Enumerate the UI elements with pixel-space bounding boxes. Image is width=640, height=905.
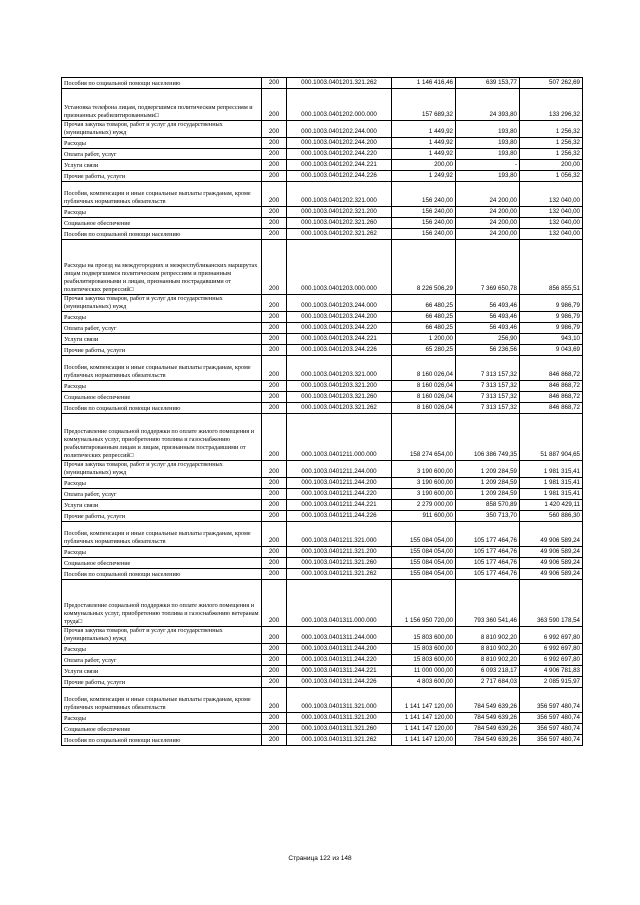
- row-executed-amount-cell: 6 093 218,17: [456, 666, 520, 677]
- table-row: [62, 688, 583, 713]
- row-name-cell: Предоставление социальной поддержки по оплате жилого помещения и коммунальных услуг, приобретению топлива и газоснабжению ветеранам труда□: [62, 580, 262, 627]
- table-row: [62, 345, 583, 356]
- row-unexecuted-amount-cell: 6 992 697,80: [520, 627, 583, 644]
- row-executed-amount-cell: 56 493,46: [456, 295, 520, 312]
- table-row: [62, 218, 583, 229]
- table-row: [62, 724, 583, 735]
- row-executed-amount-cell: 24 200,00: [456, 207, 520, 218]
- row-line-code-cell: 200: [262, 149, 287, 160]
- row-name-cell: Пособия, компенсации и иные социальные выплаты гражданам, кроме публичных нормативных обязательств: [62, 688, 262, 713]
- row-line-code-cell: 200: [262, 218, 287, 229]
- table-row: [62, 138, 583, 149]
- row-name-cell: Оплата работ, услуг: [62, 489, 262, 500]
- row-line-code-cell: 200: [262, 138, 287, 149]
- row-approved-amount-cell: 2 279 000,00: [392, 500, 456, 511]
- row-approved-amount-cell: 8 226 506,29: [392, 240, 456, 295]
- row-approved-amount-cell: 8 160 026,04: [392, 403, 456, 414]
- row-name-cell: Социальное обеспечение: [62, 558, 262, 569]
- row-approved-amount-cell: 15 803 600,00: [392, 655, 456, 666]
- row-name-cell: Пособия по социальной помощи населению: [62, 229, 262, 240]
- row-classification-code-cell: 000.1003.0401202.000.000: [287, 89, 392, 121]
- row-line-code-cell: 200: [262, 295, 287, 312]
- row-executed-amount-cell: 193,80: [456, 171, 520, 182]
- row-unexecuted-amount-cell: 1 256,32: [520, 121, 583, 138]
- row-name-cell: Пособия, компенсации и иные социальные выплаты гражданам, кроме публичных нормативных обязательств: [62, 182, 262, 207]
- row-unexecuted-amount-cell: 132 040,00: [520, 218, 583, 229]
- table-row: [62, 149, 583, 160]
- row-line-code-cell: 200: [262, 713, 287, 724]
- table-row: [62, 558, 583, 569]
- row-unexecuted-amount-cell: 1 256,32: [520, 138, 583, 149]
- row-executed-amount-cell: 24 200,00: [456, 218, 520, 229]
- row-approved-amount-cell: 1 141 147 120,00: [392, 724, 456, 735]
- row-name-cell: Прочая закупка товаров, работ и услуг для государственных (муниципальных) нужд: [62, 627, 262, 644]
- row-classification-code-cell: 000.1003.0401202.244.220: [287, 149, 392, 160]
- row-line-code-cell: 200: [262, 666, 287, 677]
- row-unexecuted-amount-cell: 132 040,00: [520, 229, 583, 240]
- row-classification-code-cell: 000.1003.0401211.244.000: [287, 461, 392, 478]
- row-line-code-cell: 200: [262, 580, 287, 627]
- row-name-cell: Услуги связи: [62, 334, 262, 345]
- table-row: [62, 713, 583, 724]
- row-name-cell: Услуги связи: [62, 666, 262, 677]
- row-classification-code-cell: 000.1003.0401311.321.262: [287, 735, 392, 746]
- row-name-cell: Социальное обеспечение: [62, 724, 262, 735]
- row-line-code-cell: 200: [262, 323, 287, 334]
- row-approved-amount-cell: 66 480,25: [392, 295, 456, 312]
- row-line-code-cell: 200: [262, 724, 287, 735]
- row-classification-code-cell: 000.1003.0401203.244.200: [287, 312, 392, 323]
- row-line-code-cell: 200: [262, 160, 287, 171]
- row-unexecuted-amount-cell: 132 040,00: [520, 182, 583, 207]
- row-name-cell: Оплата работ, услуг: [62, 655, 262, 666]
- row-approved-amount-cell: 4 803 600,00: [392, 677, 456, 688]
- row-classification-code-cell: 000.1003.0401211.244.221: [287, 500, 392, 511]
- row-executed-amount-cell: 793 360 541,46: [456, 580, 520, 627]
- row-unexecuted-amount-cell: 133 296,32: [520, 89, 583, 121]
- row-approved-amount-cell: 66 480,25: [392, 312, 456, 323]
- table-row: [62, 78, 583, 89]
- row-classification-code-cell: 000.1003.0401211.244.200: [287, 478, 392, 489]
- row-executed-amount-cell: 350 713,70: [456, 511, 520, 522]
- table-row: [62, 489, 583, 500]
- row-executed-amount-cell: 56 493,46: [456, 312, 520, 323]
- row-name-cell: Расходы: [62, 207, 262, 218]
- row-approved-amount-cell: 65 280,25: [392, 345, 456, 356]
- row-approved-amount-cell: 156 240,00: [392, 229, 456, 240]
- row-name-cell: Расходы: [62, 644, 262, 655]
- table-row: [62, 295, 583, 312]
- row-executed-amount-cell: 7 313 157,32: [456, 403, 520, 414]
- table-row: [62, 627, 583, 644]
- row-executed-amount-cell: 784 549 639,26: [456, 735, 520, 746]
- row-unexecuted-amount-cell: 1 981 315,41: [520, 478, 583, 489]
- row-executed-amount-cell: 7 313 157,32: [456, 356, 520, 381]
- row-approved-amount-cell: 157 689,32: [392, 89, 456, 121]
- row-name-cell: Прочая закупка товаров, работ и услуг для государственных (муниципальных) нужд: [62, 121, 262, 138]
- row-name-cell: Пособия по социальной помощи населению: [62, 735, 262, 746]
- row-name-cell: Социальное обеспечение: [62, 392, 262, 403]
- row-classification-code-cell: 000.1003.0401311.244.200: [287, 644, 392, 655]
- row-classification-code-cell: 000.1003.0401202.244.221: [287, 160, 392, 171]
- row-approved-amount-cell: 911 600,00: [392, 511, 456, 522]
- row-executed-amount-cell: 193,80: [456, 121, 520, 138]
- row-executed-amount-cell: 639 153,77: [456, 78, 520, 89]
- table-row: [62, 580, 583, 627]
- row-line-code-cell: 200: [262, 171, 287, 182]
- row-approved-amount-cell: 156 240,00: [392, 182, 456, 207]
- row-line-code-cell: 200: [262, 356, 287, 381]
- row-executed-amount-cell: 7 313 157,32: [456, 392, 520, 403]
- row-name-cell: Расходы: [62, 478, 262, 489]
- row-classification-code-cell: 000.1003.0401311.321.260: [287, 724, 392, 735]
- table-body: [62, 78, 583, 746]
- row-approved-amount-cell: 1 249,92: [392, 171, 456, 182]
- row-unexecuted-amount-cell: 49 906 589,24: [520, 547, 583, 558]
- row-executed-amount-cell: 8 810 902,20: [456, 644, 520, 655]
- row-line-code-cell: 200: [262, 182, 287, 207]
- row-approved-amount-cell: 1 449,92: [392, 121, 456, 138]
- row-line-code-cell: 200: [262, 89, 287, 121]
- row-line-code-cell: 200: [262, 489, 287, 500]
- table-row: [62, 666, 583, 677]
- row-executed-amount-cell: 784 549 639,26: [456, 713, 520, 724]
- row-line-code-cell: 200: [262, 381, 287, 392]
- row-classification-code-cell: 000.1003.0401202.244.000: [287, 121, 392, 138]
- row-approved-amount-cell: 1 449,92: [392, 149, 456, 160]
- row-name-cell: Расходы на проезд на междугородних и межреспубликанских маршрутах лицам подвергшимся политическим репрессиям и признанным реабилитированными и лицам, признанным пострадавшими от политических репрессий□: [62, 240, 262, 295]
- row-executed-amount-cell: 105 177 464,76: [456, 547, 520, 558]
- row-classification-code-cell: 000.1003.0401202.244.226: [287, 171, 392, 182]
- row-executed-amount-cell: 256,90: [456, 334, 520, 345]
- row-name-cell: Установка телефона лицам, подвергшимся политическим репрессиям и признанных реабилитированными□: [62, 89, 262, 121]
- row-unexecuted-amount-cell: 560 886,30: [520, 511, 583, 522]
- row-approved-amount-cell: 15 803 600,00: [392, 627, 456, 644]
- row-line-code-cell: 200: [262, 735, 287, 746]
- row-name-cell: Прочая закупка товаров, работ и услуг для государственных (муниципальных) нужд: [62, 295, 262, 312]
- row-executed-amount-cell: 7 313 157,32: [456, 381, 520, 392]
- row-line-code-cell: 200: [262, 345, 287, 356]
- table-row: [62, 381, 583, 392]
- row-approved-amount-cell: 11 000 000,00: [392, 666, 456, 677]
- row-executed-amount-cell: 8 810 902,20: [456, 655, 520, 666]
- row-name-cell: Прочие работы, услуги: [62, 677, 262, 688]
- row-unexecuted-amount-cell: 9 043,69: [520, 345, 583, 356]
- row-line-code-cell: 200: [262, 558, 287, 569]
- row-executed-amount-cell: 2 717 684,03: [456, 677, 520, 688]
- table-row: [62, 655, 583, 666]
- row-classification-code-cell: 000.1003.0401203.321.262: [287, 403, 392, 414]
- row-name-cell: Оплата работ, услуг: [62, 149, 262, 160]
- row-classification-code-cell: 000.1003.0401202.321.260: [287, 218, 392, 229]
- row-classification-code-cell: 000.1003.0401202.244.200: [287, 138, 392, 149]
- table-row: [62, 735, 583, 746]
- row-executed-amount-cell: 784 549 639,26: [456, 688, 520, 713]
- row-executed-amount-cell: 105 177 464,76: [456, 558, 520, 569]
- table-row: [62, 511, 583, 522]
- row-executed-amount-cell: 1 209 284,59: [456, 461, 520, 478]
- row-approved-amount-cell: 8 160 026,04: [392, 381, 456, 392]
- row-classification-code-cell: 000.1003.0401202.321.200: [287, 207, 392, 218]
- row-classification-code-cell: 000.1003.0401211.321.262: [287, 569, 392, 580]
- row-line-code-cell: 200: [262, 522, 287, 547]
- row-classification-code-cell: 000.1003.0401211.244.226: [287, 511, 392, 522]
- row-executed-amount-cell: 105 177 464,76: [456, 569, 520, 580]
- row-line-code-cell: 200: [262, 403, 287, 414]
- table-row: [62, 312, 583, 323]
- row-line-code-cell: 200: [262, 461, 287, 478]
- row-unexecuted-amount-cell: 1 420 429,11: [520, 500, 583, 511]
- row-line-code-cell: 200: [262, 677, 287, 688]
- row-name-cell: Пособия по социальной помощи населению: [62, 78, 262, 89]
- row-line-code-cell: 200: [262, 229, 287, 240]
- table-row: [62, 677, 583, 688]
- row-approved-amount-cell: 158 274 654,00: [392, 414, 456, 461]
- table-row: [62, 121, 583, 138]
- row-classification-code-cell: 000.1003.0401311.244.000: [287, 627, 392, 644]
- row-executed-amount-cell: -: [456, 160, 520, 171]
- row-executed-amount-cell: 1 209 284,59: [456, 478, 520, 489]
- row-line-code-cell: 200: [262, 655, 287, 666]
- row-name-cell: Услуги связи: [62, 500, 262, 511]
- row-approved-amount-cell: 3 190 600,00: [392, 489, 456, 500]
- row-unexecuted-amount-cell: 9 986,79: [520, 295, 583, 312]
- row-unexecuted-amount-cell: 1 056,32: [520, 171, 583, 182]
- row-unexecuted-amount-cell: 943,10: [520, 334, 583, 345]
- row-line-code-cell: 200: [262, 478, 287, 489]
- table-row: [62, 207, 583, 218]
- row-line-code-cell: 200: [262, 121, 287, 138]
- table-row: [62, 323, 583, 334]
- row-unexecuted-amount-cell: 132 040,00: [520, 207, 583, 218]
- table-row: [62, 644, 583, 655]
- table-row: [62, 89, 583, 121]
- row-approved-amount-cell: 15 803 600,00: [392, 644, 456, 655]
- row-unexecuted-amount-cell: 846 868,72: [520, 403, 583, 414]
- row-unexecuted-amount-cell: 51 887 904,65: [520, 414, 583, 461]
- row-unexecuted-amount-cell: 356 597 480,74: [520, 713, 583, 724]
- row-executed-amount-cell: 24 200,00: [456, 182, 520, 207]
- row-unexecuted-amount-cell: 846 868,72: [520, 392, 583, 403]
- row-executed-amount-cell: 193,80: [456, 149, 520, 160]
- row-unexecuted-amount-cell: 846 868,72: [520, 381, 583, 392]
- row-name-cell: Расходы: [62, 713, 262, 724]
- row-classification-code-cell: 000.1003.0401203.244.220: [287, 323, 392, 334]
- row-executed-amount-cell: 56 493,46: [456, 323, 520, 334]
- row-executed-amount-cell: 1 209 284,59: [456, 489, 520, 500]
- row-executed-amount-cell: 858 570,89: [456, 500, 520, 511]
- row-approved-amount-cell: 66 480,25: [392, 323, 456, 334]
- row-unexecuted-amount-cell: 4 906 781,83: [520, 666, 583, 677]
- row-unexecuted-amount-cell: 49 906 589,24: [520, 558, 583, 569]
- row-executed-amount-cell: 8 810 902,20: [456, 627, 520, 644]
- row-classification-code-cell: 000.1003.0401201.321.262: [287, 78, 392, 89]
- table-row: [62, 569, 583, 580]
- row-classification-code-cell: 000.1003.0401203.000.000: [287, 240, 392, 295]
- row-approved-amount-cell: 1 200,00: [392, 334, 456, 345]
- row-name-cell: Прочие работы, услуги: [62, 511, 262, 522]
- table-row: [62, 171, 583, 182]
- row-line-code-cell: 200: [262, 547, 287, 558]
- row-name-cell: Расходы: [62, 312, 262, 323]
- row-executed-amount-cell: 24 200,00: [456, 229, 520, 240]
- row-classification-code-cell: 000.1003.0401211.321.200: [287, 547, 392, 558]
- row-unexecuted-amount-cell: 363 590 178,54: [520, 580, 583, 627]
- table-row: [62, 392, 583, 403]
- row-line-code-cell: 200: [262, 78, 287, 89]
- page-number-footer: Страница 122 из 148: [288, 855, 352, 862]
- row-approved-amount-cell: 155 084 054,00: [392, 522, 456, 547]
- budget-execution-table: [61, 77, 583, 746]
- row-unexecuted-amount-cell: 846 868,72: [520, 356, 583, 381]
- row-name-cell: Расходы: [62, 547, 262, 558]
- row-classification-code-cell: 000.1003.0401202.321.262: [287, 229, 392, 240]
- row-line-code-cell: 200: [262, 627, 287, 644]
- table-row: [62, 478, 583, 489]
- row-line-code-cell: 200: [262, 240, 287, 295]
- row-approved-amount-cell: 200,00: [392, 160, 456, 171]
- row-unexecuted-amount-cell: 507 262,69: [520, 78, 583, 89]
- table-row: [62, 500, 583, 511]
- row-classification-code-cell: 000.1003.0401311.244.221: [287, 666, 392, 677]
- table-row: [62, 182, 583, 207]
- row-classification-code-cell: 000.1003.0401203.244.221: [287, 334, 392, 345]
- row-executed-amount-cell: 784 549 639,26: [456, 724, 520, 735]
- table-row: [62, 334, 583, 345]
- row-executed-amount-cell: 24 393,80: [456, 89, 520, 121]
- row-approved-amount-cell: 1 146 416,46: [392, 78, 456, 89]
- row-classification-code-cell: 000.1003.0401211.244.220: [287, 489, 392, 500]
- row-executed-amount-cell: 106 386 749,35: [456, 414, 520, 461]
- row-line-code-cell: 200: [262, 207, 287, 218]
- row-classification-code-cell: 000.1003.0401203.321.000: [287, 356, 392, 381]
- row-classification-code-cell: 000.1003.0401203.321.260: [287, 392, 392, 403]
- row-approved-amount-cell: 1 449,92: [392, 138, 456, 149]
- row-classification-code-cell: 000.1003.0401202.321.000: [287, 182, 392, 207]
- row-approved-amount-cell: 8 160 026,04: [392, 392, 456, 403]
- row-name-cell: Социальное обеспечение: [62, 218, 262, 229]
- row-name-cell: Предоставление социальной поддержки по оплате жилого помещения и коммунальных услуг, приобретению топлива и газоснабжению реабилитированным лицам и лицам, признанным пострадавшими от политических репрессий□: [62, 414, 262, 461]
- row-approved-amount-cell: 156 240,00: [392, 218, 456, 229]
- row-classification-code-cell: 000.1003.0401211.000.000: [287, 414, 392, 461]
- row-approved-amount-cell: 1 141 147 120,00: [392, 713, 456, 724]
- table-row: [62, 522, 583, 547]
- row-name-cell: Пособия по социальной помощи населению: [62, 403, 262, 414]
- row-classification-code-cell: 000.1003.0401211.321.260: [287, 558, 392, 569]
- row-unexecuted-amount-cell: 6 992 697,80: [520, 655, 583, 666]
- row-name-cell: Пособия по социальной помощи населению: [62, 569, 262, 580]
- row-executed-amount-cell: 105 177 464,76: [456, 522, 520, 547]
- row-approved-amount-cell: 155 084 054,00: [392, 547, 456, 558]
- row-name-cell: Пособия, компенсации и иные социальные выплаты гражданам, кроме публичных нормативных обязательств: [62, 356, 262, 381]
- row-approved-amount-cell: 3 190 600,00: [392, 461, 456, 478]
- table-row: [62, 240, 583, 295]
- row-executed-amount-cell: 56 236,56: [456, 345, 520, 356]
- row-classification-code-cell: 000.1003.0401311.244.226: [287, 677, 392, 688]
- row-unexecuted-amount-cell: 356 597 480,74: [520, 724, 583, 735]
- row-classification-code-cell: 000.1003.0401203.244.000: [287, 295, 392, 312]
- row-name-cell: Прочие работы, услуги: [62, 345, 262, 356]
- row-line-code-cell: 200: [262, 511, 287, 522]
- row-classification-code-cell: 000.1003.0401311.321.200: [287, 713, 392, 724]
- table-row: [62, 547, 583, 558]
- row-unexecuted-amount-cell: 356 597 480,74: [520, 688, 583, 713]
- row-unexecuted-amount-cell: 49 906 589,24: [520, 522, 583, 547]
- row-name-cell: Расходы: [62, 381, 262, 392]
- row-line-code-cell: 200: [262, 334, 287, 345]
- row-unexecuted-amount-cell: 6 992 697,80: [520, 644, 583, 655]
- row-approved-amount-cell: 155 084 054,00: [392, 558, 456, 569]
- row-line-code-cell: 200: [262, 644, 287, 655]
- row-approved-amount-cell: 156 240,00: [392, 207, 456, 218]
- row-line-code-cell: 200: [262, 312, 287, 323]
- table-row: [62, 160, 583, 171]
- row-approved-amount-cell: 155 084 054,00: [392, 569, 456, 580]
- row-approved-amount-cell: 3 190 600,00: [392, 478, 456, 489]
- row-classification-code-cell: 000.1003.0401311.321.000: [287, 688, 392, 713]
- row-name-cell: Пособия, компенсации и иные социальные выплаты гражданам, кроме публичных нормативных обязательств: [62, 522, 262, 547]
- row-classification-code-cell: 000.1003.0401311.000.000: [287, 580, 392, 627]
- row-approved-amount-cell: 1 141 147 120,00: [392, 735, 456, 746]
- row-line-code-cell: 200: [262, 414, 287, 461]
- row-line-code-cell: 200: [262, 688, 287, 713]
- row-classification-code-cell: 000.1003.0401203.244.226: [287, 345, 392, 356]
- row-classification-code-cell: 000.1003.0401311.244.220: [287, 655, 392, 666]
- row-name-cell: Оплата работ, услуг: [62, 323, 262, 334]
- row-classification-code-cell: 000.1003.0401211.321.000: [287, 522, 392, 547]
- row-unexecuted-amount-cell: 1 981 315,41: [520, 489, 583, 500]
- row-approved-amount-cell: 1 141 147 120,00: [392, 688, 456, 713]
- row-name-cell: Прочая закупка товаров, работ и услуг для государственных (муниципальных) нужд: [62, 461, 262, 478]
- row-unexecuted-amount-cell: 356 597 480,74: [520, 735, 583, 746]
- row-name-cell: Прочие работы, услуги: [62, 171, 262, 182]
- row-executed-amount-cell: 193,80: [456, 138, 520, 149]
- row-name-cell: Услуги связи: [62, 160, 262, 171]
- row-approved-amount-cell: 1 156 950 720,00: [392, 580, 456, 627]
- row-classification-code-cell: 000.1003.0401203.321.200: [287, 381, 392, 392]
- table-row: [62, 461, 583, 478]
- row-line-code-cell: 200: [262, 500, 287, 511]
- row-unexecuted-amount-cell: 1 256,32: [520, 149, 583, 160]
- row-approved-amount-cell: 8 160 026,04: [392, 356, 456, 381]
- table-row: [62, 356, 583, 381]
- row-line-code-cell: 200: [262, 569, 287, 580]
- row-unexecuted-amount-cell: 9 986,79: [520, 312, 583, 323]
- row-name-cell: Расходы: [62, 138, 262, 149]
- row-unexecuted-amount-cell: 2 085 915,97: [520, 677, 583, 688]
- table-row: [62, 403, 583, 414]
- row-unexecuted-amount-cell: 1 981 315,41: [520, 461, 583, 478]
- row-unexecuted-amount-cell: 49 906 589,24: [520, 569, 583, 580]
- row-line-code-cell: 200: [262, 392, 287, 403]
- row-unexecuted-amount-cell: 9 986,79: [520, 323, 583, 334]
- row-unexecuted-amount-cell: 856 855,51: [520, 240, 583, 295]
- table-row: [62, 414, 583, 461]
- row-executed-amount-cell: 7 369 650,78: [456, 240, 520, 295]
- row-unexecuted-amount-cell: 200,00: [520, 160, 583, 171]
- table-row: [62, 229, 583, 240]
